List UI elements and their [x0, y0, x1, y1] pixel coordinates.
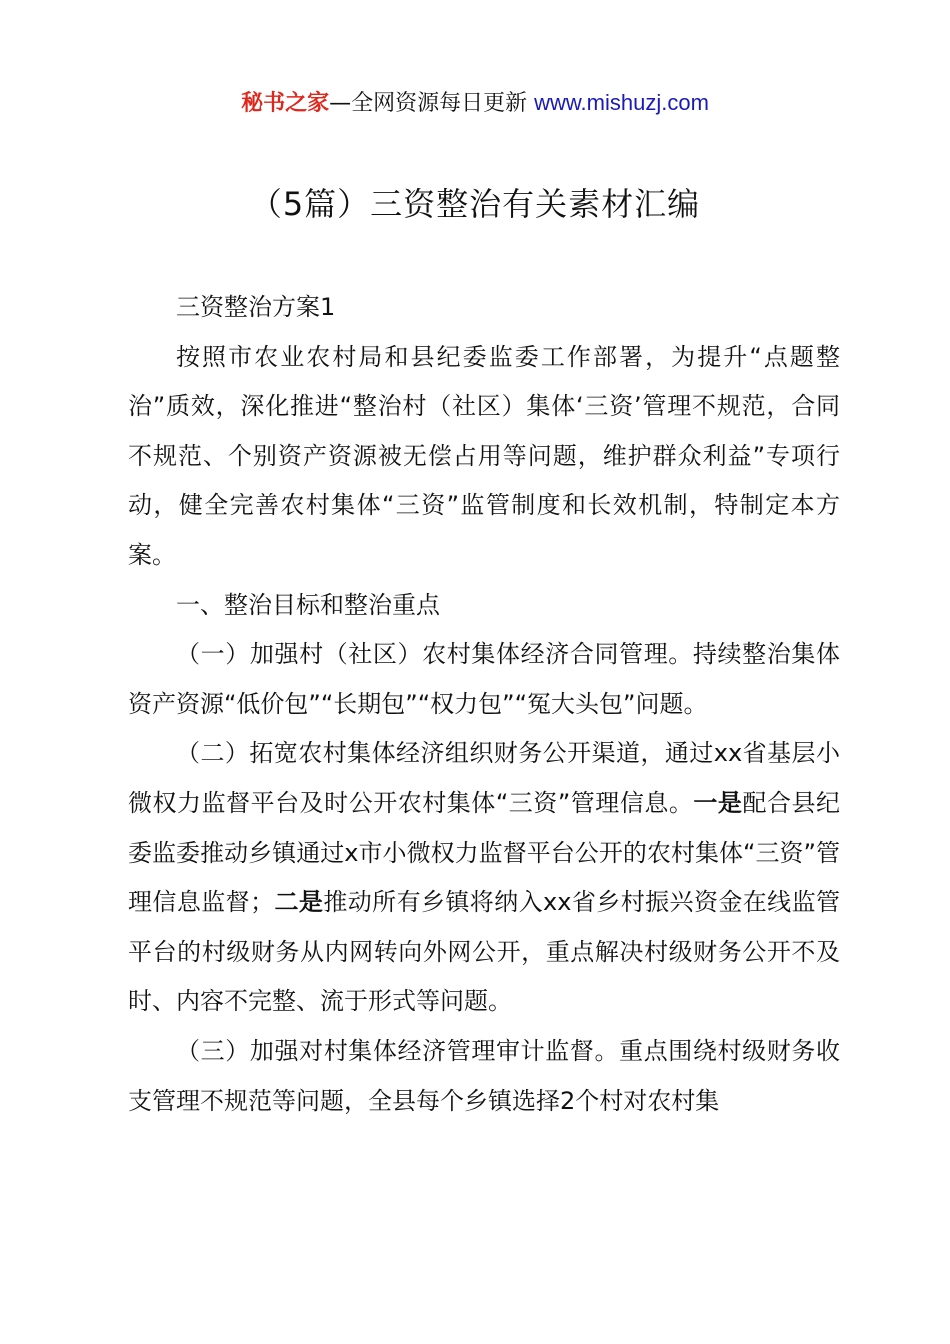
paragraph-item-3: （三）加强对村集体经济管理审计监督。重点围绕村级财务收支管理不规范等问题，全县每个乡镇选择2个村对农村集 — [128, 1036, 840, 1115]
item-2-text-c: 推动所有乡镇将纳入xx省乡村振兴资金在线监管平台的村级财务从内网转向外网公开，重点解决村级财务公开不及时、内容不完整、流于形式等问题。 — [128, 888, 841, 1016]
item-2-bold-first: 一是 — [693, 788, 743, 817]
heading-goals: 一、整治目标和整治重点 — [176, 590, 440, 619]
paragraph-item-2 — [128, 729, 840, 1027]
site-header — [0, 88, 950, 119]
header-tagline: —全网资源每日更新 — [329, 91, 535, 116]
paragraph-intro: 按照市农业农村局和县纪委监委工作部署，为提升“点题整治”质效，深化推进“整治村（社区）集体‘三资’管理不规范，合同不规范、个别资产资源被无偿占用等问题，维护群众利益”专项行动，健全完善农村集体“三资”监管制度和长效机制，特制定本方案。 — [128, 342, 840, 569]
item-2-text-a: （二）拓宽农村集体经济组织财务公开渠道，通过xx省基层小微权力监督平台及时公开农村集体“三资”管理信息。 — [128, 739, 840, 817]
item-2-text-b: 配合县纪委监委推动乡镇通过x市小微权力监督平台公开的农村集体“三资”管理信息监督； — [128, 788, 841, 917]
brand-name: 秘书之家 — [241, 91, 330, 116]
document-body — [128, 283, 840, 1126]
section-heading: 三资整治方案1 — [176, 293, 336, 321]
site-url-link[interactable]: www.mishuzj.com — [534, 90, 709, 115]
document-title: （5篇）三资整治有关素材汇编 — [249, 185, 701, 223]
paragraph-item-1: （一）加强村（社区）农村集体经济合同管理。持续整治集体资产资源“低价包”“长期包”“权力包”“冤大头包”问题。 — [128, 640, 840, 718]
item-2-bold-second: 二是 — [274, 888, 324, 917]
